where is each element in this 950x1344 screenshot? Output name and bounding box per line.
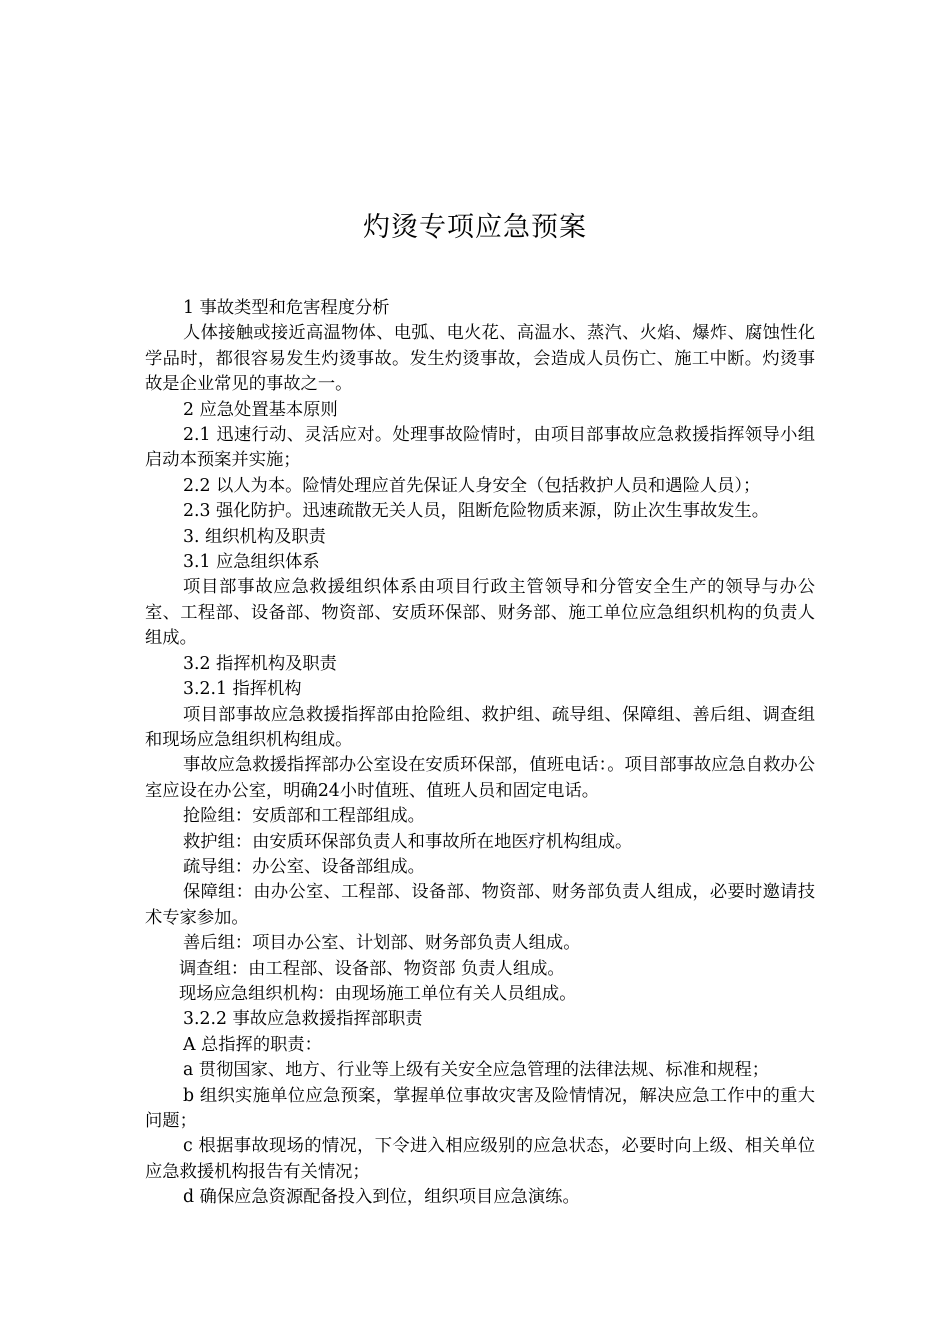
paragraph: 抢险组：安质部和工程部组成。	[183, 806, 425, 827]
paragraph: 事故应急救援指挥部办公室设在安质环保部，值班电话：。项目部事故应急自救办公室应设在办公室，明确24小时值班、值班人员和固定电话。	[145, 755, 815, 801]
paragraph: 保障组：由办公室、工程部、设备部、物资部、财务部负责人组成，必要时邀请技术专家参加。	[145, 882, 815, 928]
paragraph: A 总指挥的职责：	[183, 1034, 322, 1055]
paragraph: 疏导组：办公室、设备部组成。	[183, 856, 425, 877]
list-item: a 贯彻国家、地方、行业等上级有关安全应急管理的法律法规、标准和规程；	[183, 1060, 770, 1081]
paragraph: 2.1 迅速行动、灵活应对。处理事故险情时，由项目部事故应急救援指挥领导小组启动本预案并实施；	[145, 425, 815, 471]
paragraph: 调查组：由工程部、设备部、物资部 负责人组成。	[179, 958, 565, 979]
paragraph: 2.2 以人为本。险情处理应首先保证人身安全（包括救护人员和遇险人员）；	[183, 475, 761, 496]
section-heading-2: 2 应急处置基本原则	[183, 399, 338, 420]
paragraph: 2.3 强化防护。迅速疏散无关人员，阻断危险物质来源，防止次生事故发生。	[183, 501, 769, 522]
list-item: d 确保应急资源配备投入到位，组织项目应急演练。	[183, 1187, 580, 1208]
list-item: c 根据事故现场的情况，下令进入相应级别的应急状态，必要时向上级、相关单位应急救援机构报告有关情况；	[145, 1136, 815, 1182]
paragraph: 项目部事故应急救援组织体系由项目行政主管领导和分管安全生产的领导与办公室、工程部、设备部、物资部、安质环保部、财务部、施工单位应急组织机构的负责人组成。	[145, 577, 815, 649]
document-body	[145, 296, 815, 1211]
paragraph: 救护组：由安质环保部负责人和事故所在地医疗机构组成。	[183, 831, 633, 852]
subsection-heading: 3.2.1 指挥机构	[183, 679, 302, 700]
paragraph: 人体接触或接近高温物体、电弧、电火花、高温水、蒸汽、火焰、爆炸、腐蚀性化学品时，都很容易发生灼烫事故。发生灼烫事故，会造成人员伤亡、施工中断。灼烫事故是企业常见的事故之一。	[145, 323, 815, 395]
subsection-heading: 3.1 应急组织体系	[183, 552, 320, 573]
list-item: b 组织实施单位应急预案，掌握单位事故灾害及险情情况，解决应急工作中的重大问题；	[145, 1085, 815, 1131]
subsection-heading: 3.2.2 事故应急救援指挥部职责	[183, 1009, 423, 1030]
subsection-heading: 3.2 指挥机构及职责	[183, 653, 337, 674]
paragraph: 现场应急组织机构：由现场施工单位有关人员组成。	[179, 983, 577, 1004]
document-title: 灼烫专项应急预案	[363, 212, 587, 243]
paragraph: 善后组：项目办公室、计划部、财务部负责人组成。	[183, 933, 581, 954]
section-heading-3: 3. 组织机构及职责	[183, 526, 326, 547]
paragraph: 项目部事故应急救援指挥部由抢险组、救护组、疏导组、保障组、善后组、调查组和现场应急组织机构组成。	[145, 704, 815, 750]
section-heading-1: 1 事故类型和危害程度分析	[183, 298, 390, 318]
